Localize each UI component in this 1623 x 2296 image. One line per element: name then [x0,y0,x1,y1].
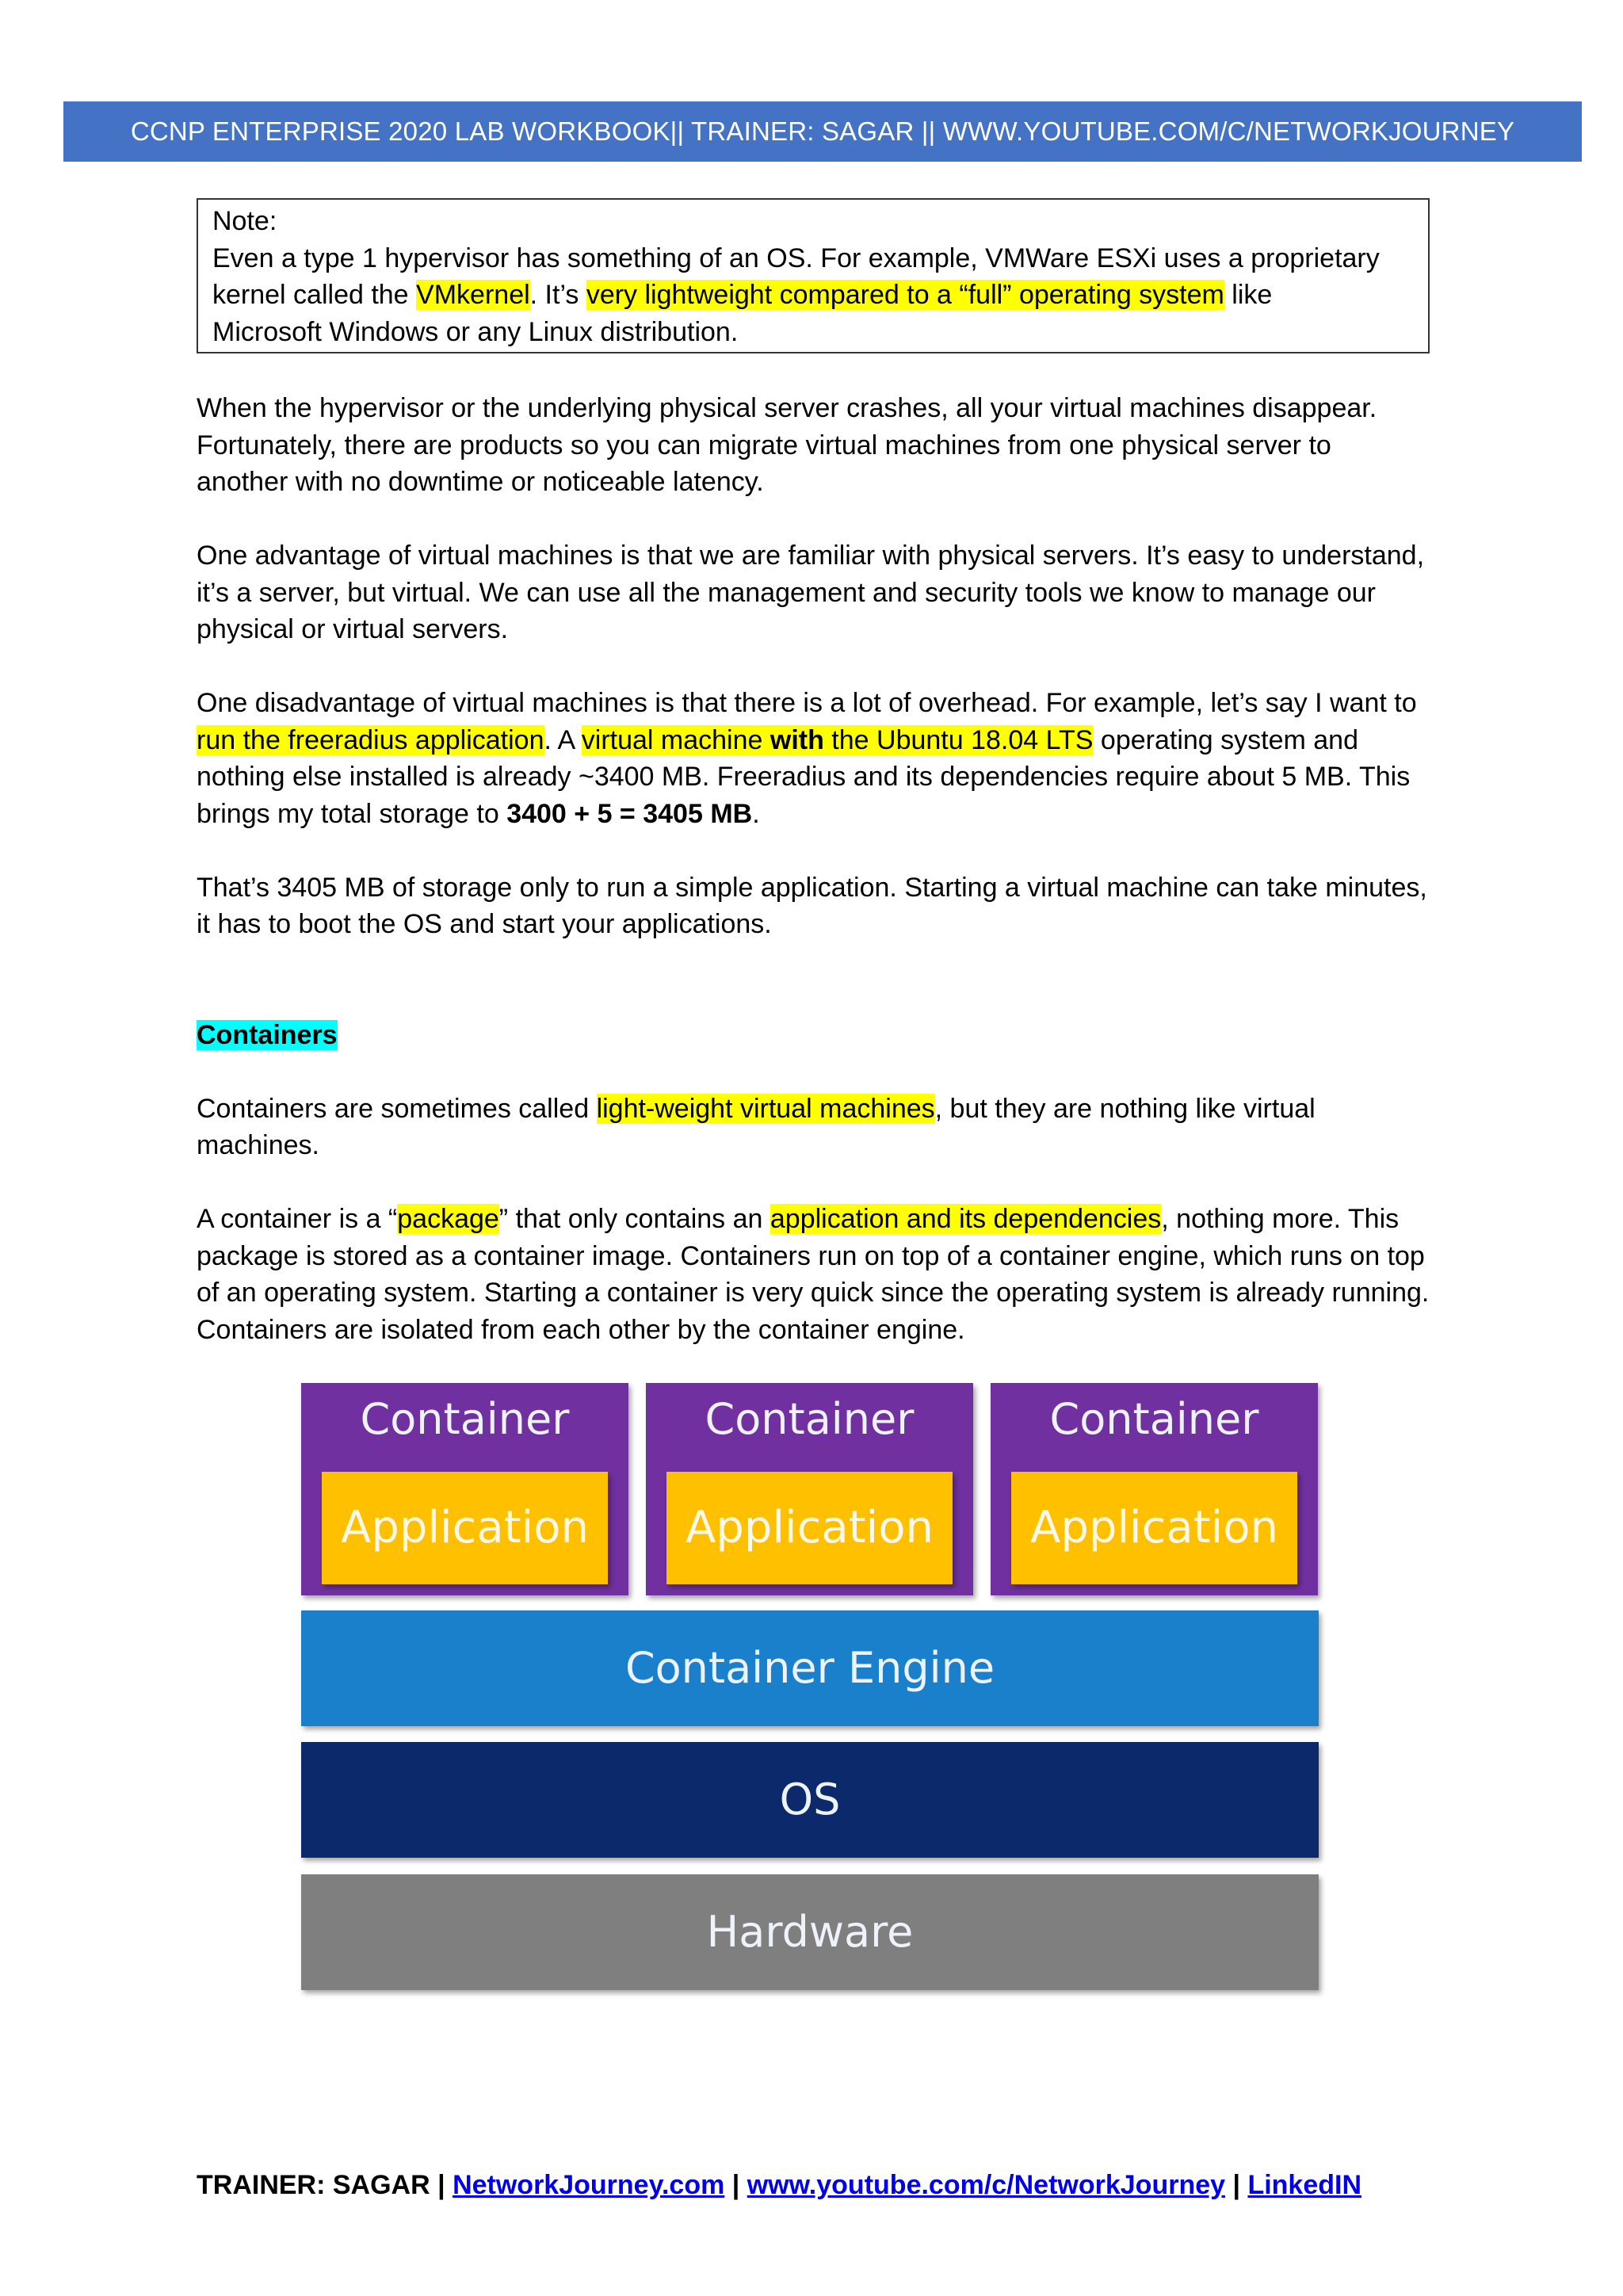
highlight-freeradius: run the freeradius application [197,724,544,755]
container-stack-diagram [301,1383,1319,1993]
paragraph-text: , but they are nothing like virtual machines. [197,1093,1316,1160]
note-text: like [1224,280,1273,310]
footer-link-networkjourney[interactable]: NetworkJourney.com [453,2170,725,2200]
paragraph-container-package [197,1201,1430,1348]
footer-link-youtube[interactable]: www.youtube.com/c/NetworkJourney [747,2170,1226,2200]
paragraph-text: ” that only contains an [498,1204,770,1234]
note-line-1: Even a type 1 hypervisor has something of an OS. For example, VMWare ESXi uses a proprietary [212,243,1380,273]
section-heading [197,1017,1430,1054]
note-label: Note: [212,206,277,236]
bold-total: 3400 + 5 = 3405 MB [506,798,753,829]
footer-separator: | [1225,2170,1248,2200]
application-box: Application [1011,1472,1297,1584]
bold-text: with [769,724,824,755]
highlight-ubuntu-vm [582,725,1094,755]
hardware-layer: Hardware [301,1874,1319,1990]
paragraph-containers-intro [197,1091,1430,1164]
note-box [197,198,1430,353]
section-title-containers: Containers [197,1019,338,1050]
paragraph-vm-disadvantage [197,685,1430,832]
note-text: kernel called the [212,280,417,310]
spacer [197,980,1430,1017]
highlight-app-deps: application and its dependencies [769,1204,1162,1234]
highlight-package: package [397,1204,499,1234]
paragraph-hypervisor-crash: When the hypervisor or the underlying physical server crashes, all your virtual machines disappear. Fortunately, there are products so you can migrate virtual machines from one physical server to another with no downtime or noticeable latency. [197,393,1377,497]
container-title: Container [360,1394,570,1444]
paragraph-text: Containers are sometimes called [197,1093,597,1124]
paragraph-vm-storage: That’s 3405 MB of storage only to run a simple application. Starting a virtual machine can take minutes, it has to boot the OS and start your applications. [197,872,1427,939]
paragraph-text: One disadvantage of virtual machines is that there is a lot of overhead. For example, let’s say I want to [197,688,1417,718]
container-box-2 [646,1383,973,1595]
paragraph-text: . A [544,724,582,755]
paragraph-text: A container is a “ [197,1204,398,1234]
container-box-3 [991,1383,1318,1595]
note-text: . It’s [529,280,586,310]
highlight-text: the Ubuntu 18.04 LTS [823,724,1094,755]
paragraph-text: operating system and nothing else installed is already ~3400 MB. Freeradius and its dependencies require about 5 MB. This brings my total storage to [197,724,1411,829]
paragraph-text: , nothing more. This package is stored as a container image. Containers run on top of a container engine, which runs on top of an operating system. Starting a container is very quick since the operating system is already running. Containers are isolated from each other by the container engine. [197,1204,1430,1345]
os-layer: OS [301,1742,1319,1858]
container-title: Container [705,1394,915,1444]
paragraph-text: . [752,798,760,829]
document-body [197,198,1430,1385]
page-header: CCNP ENTERPRISE 2020 LAB WORKBOOK|| TRAINER: SAGAR || WWW.YOUTUBE.COM/C/NETWORKJOURNEY [63,101,1582,162]
highlight-vmkernel: VMkernel [416,280,530,310]
footer-separator: | [724,2170,747,2200]
container-title: Container [1049,1394,1259,1444]
container-engine-layer: Container Engine [301,1610,1319,1726]
application-box: Application [322,1472,608,1584]
footer-link-linkedin[interactable]: LinkedIN [1247,2170,1362,2200]
highlight-lightweight: very lightweight compared to a “full” operating system [586,280,1224,310]
note-line-3: Microsoft Windows or any Linux distribution. [212,316,739,347]
application-box: Application [666,1472,953,1584]
container-box-1 [301,1383,628,1595]
note-line-2 [212,277,1414,314]
highlight-text: virtual machine [581,724,770,755]
highlight-light-weight-vm: light-weight virtual machines [596,1093,935,1124]
footer-trainer: TRAINER: SAGAR | [197,2170,453,2200]
paragraph-vm-advantage: One advantage of virtual machines is that we are familiar with physical servers. It’s easy to understand, it’s a server, but virtual. We can use all the management and security tools we know to manage our physical or virtual servers. [197,541,1425,644]
page-footer [197,2167,1465,2203]
